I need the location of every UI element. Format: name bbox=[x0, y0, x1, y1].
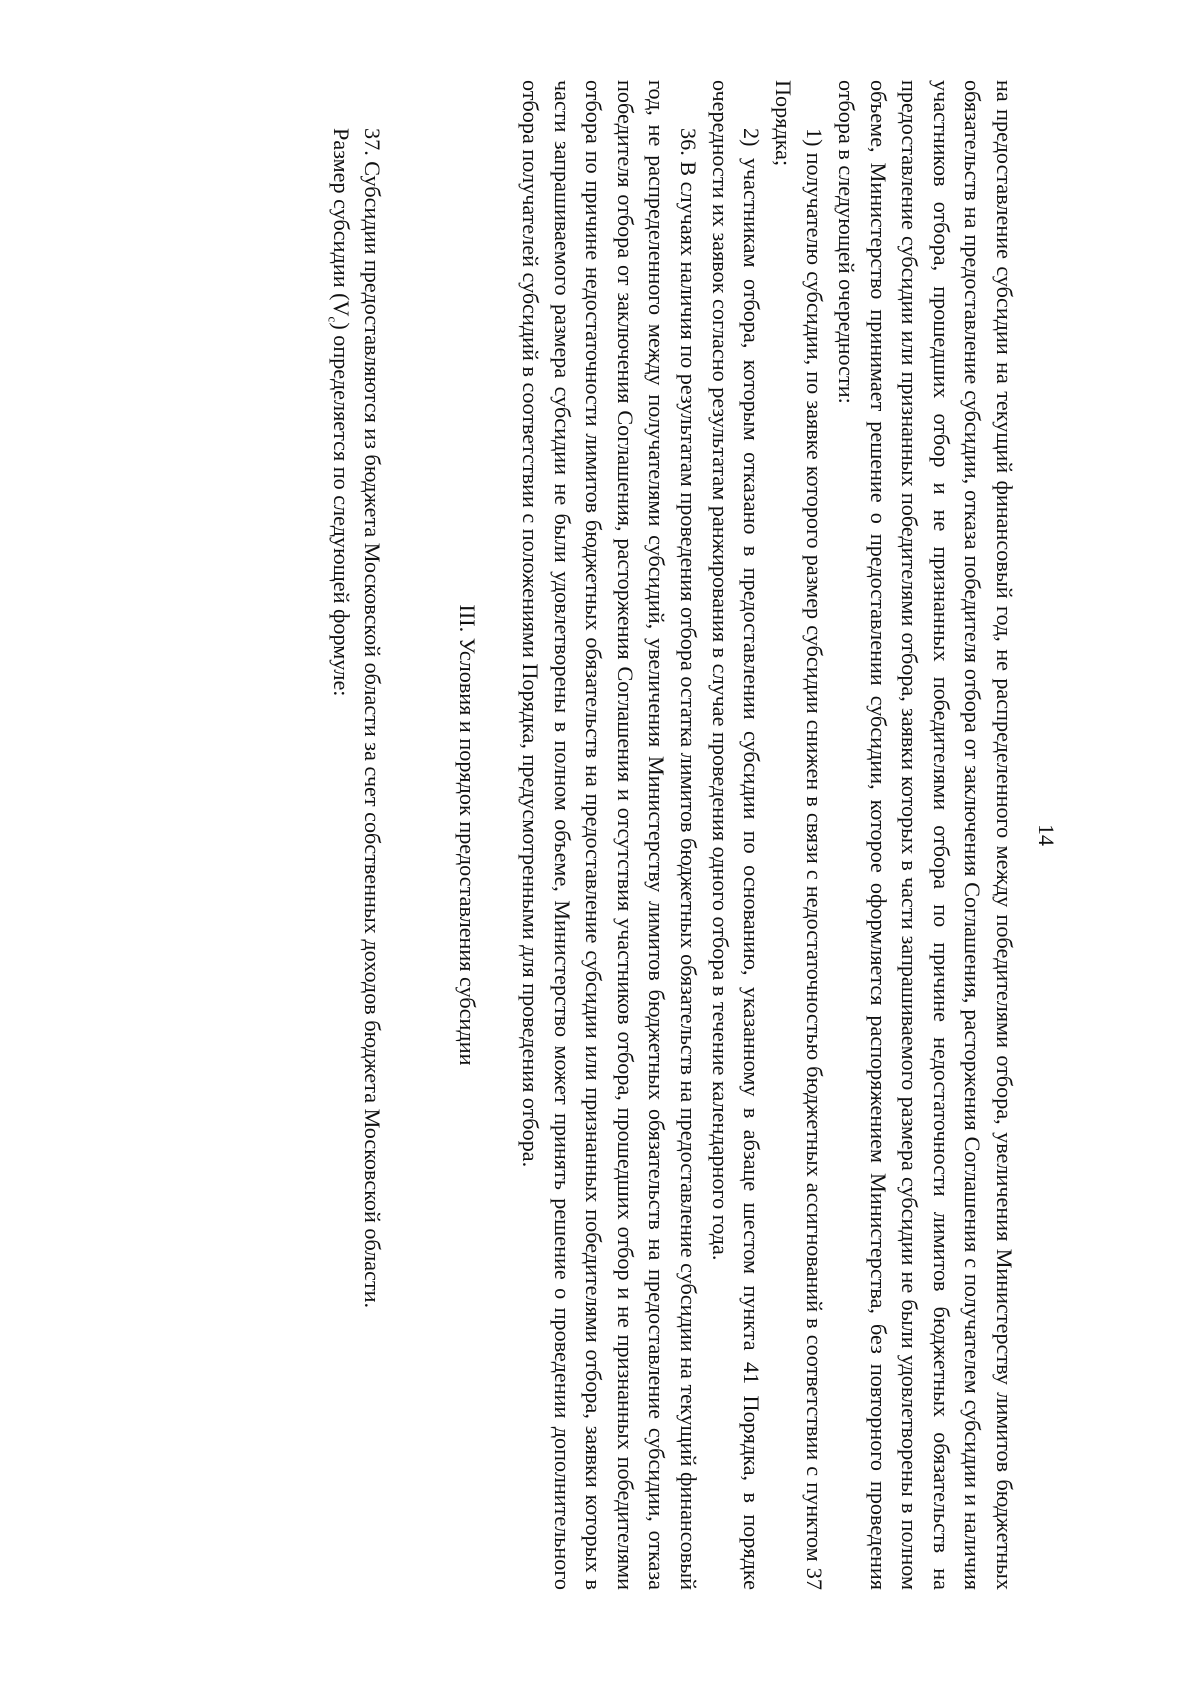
page-number: 14 bbox=[1034, 824, 1059, 846]
paragraph-item-2: 2) участникам отбора, которым отказано в предоставлении субсидии по основанию, указанному в абзаце шестом пункта 41 Порядка, в порядке очередности их заявок согласно результатам ранжирования в случае проведения одного отбора в течение календарного года. bbox=[707, 80, 765, 1590]
subsidy-size-prefix: Размер субсидии (V bbox=[328, 128, 354, 317]
spacer bbox=[388, 80, 420, 1590]
subsidy-size-subscript: с bbox=[325, 316, 341, 323]
document-body bbox=[325, 80, 1020, 1590]
paragraph-item-1: 1) получателю субсидии, по заявке которого размер субсидии снижен в связи с недостаточностью бюджетных ассигнований в соответствии с пунктом 37 Порядка; bbox=[770, 80, 828, 1590]
paragraph-subsidy-size bbox=[325, 80, 357, 1590]
section-heading: III. Условия и порядок предоставления субсидии bbox=[454, 604, 480, 1066]
paragraph-36: 36. В случаях наличия по результатам проведения отбора остатка лимитов бюджетных обязательств на предоставление субсидии на текущий финансовый год, не распределенного между получателями субсидий, увеличения Министерству лимитов бюджетных обязательств на предоставление субсидии, отказа победителя отбора от заключения Соглашения, расторжения Соглашения и отсутствия участников отбора, прошедших отбор и не признанных победителями отбора по причине недостаточности лимитов бюджетных обязательств на предоставление субсидии или признанных победителями отбора, заявки которых в части запрашиваемого размера субсидии не были удовлетворены в полном объеме, Министерство может принять решение о проведении дополнительного отбора получателей субсидий в соответствии с положениями Порядка, предусмотренными для проведения отбора. bbox=[518, 80, 702, 1590]
paragraph-37: 37. Субсидии предоставляются из бюджета Московской области за счет собственных доходов бюджета Московской области. bbox=[360, 128, 386, 1309]
rotated-content bbox=[120, 80, 1060, 1590]
subsidy-size-suffix: ) определяется по следующей формуле: bbox=[328, 322, 354, 697]
paragraph-continuation: на предоставление субсидии на текущий финансовый год, не распределенного между победителями отбора, увеличения Министерству лимитов бюджетных обязательств на предоставление субсидии, отказа победителя отбора от заключения Соглашения, расторжения Соглашения с получателем субсидии и наличия участников отбора, прошедших отбор и не признанных победителями отбора по причине недостаточности лимитов бюджетных обязательств на предоставление субсидии или признанных победителями отбора, заявки которых в части запрашиваемого размера субсидии не были удовлетворены в полном объеме, Министерство принимает решение о предоставлении субсидии, которое оформляется распоряжением Министерства, без повторного проведения отбора в следующей очередности: bbox=[834, 80, 1017, 1590]
